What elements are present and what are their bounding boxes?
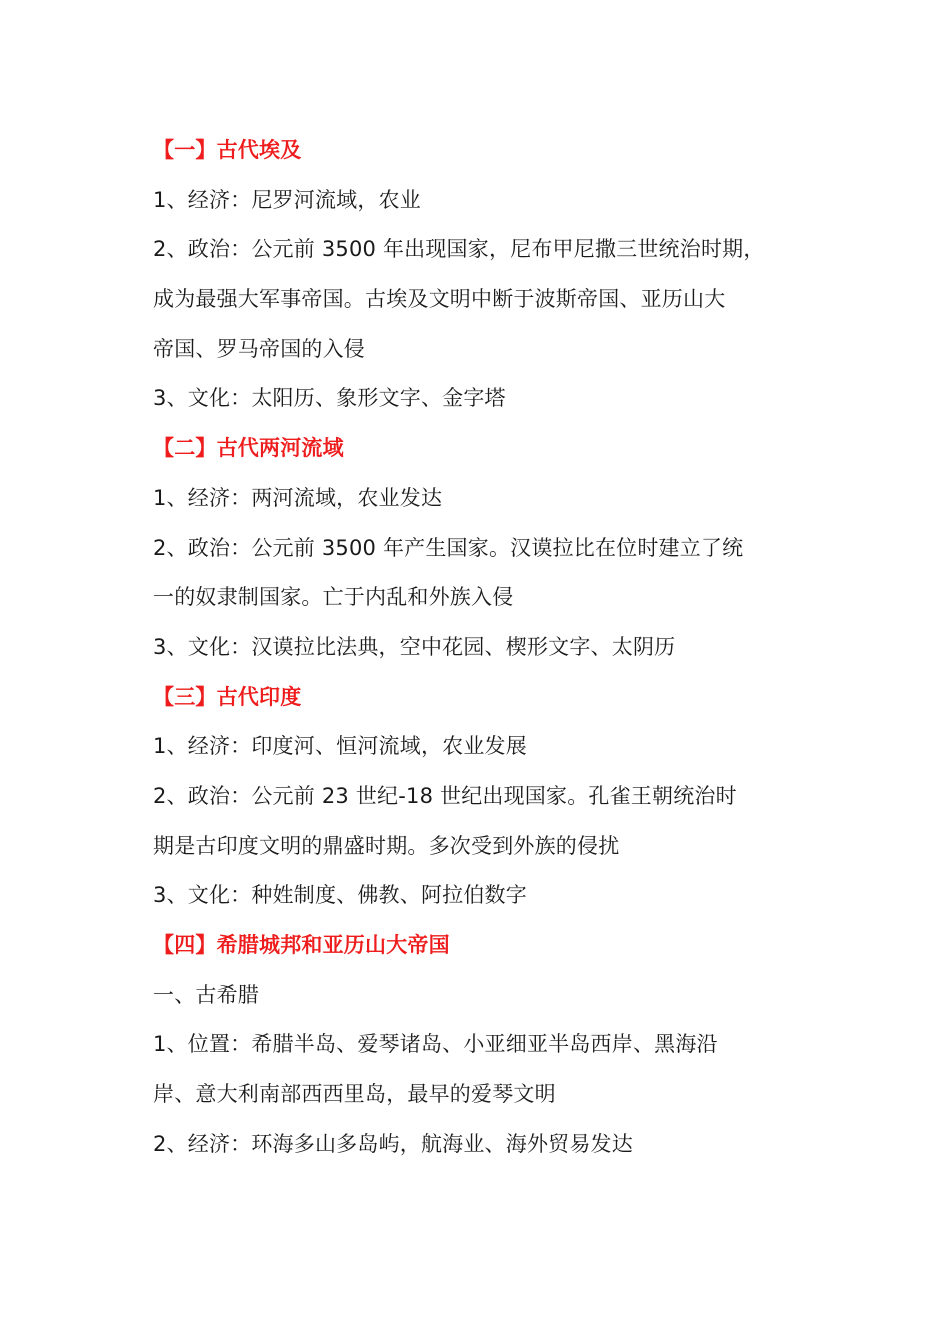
paragraph-line: 1、位置：希腊半岛、爱琴诸岛、小亚细亚半岛西岸、黑海沿 (153, 1032, 718, 1057)
paragraph-line: 1、经济：印度河、恒河流域，农业发展 (153, 734, 527, 759)
paragraph-line: 3、文化：种姓制度、佛教、阿拉伯数字 (153, 883, 527, 908)
paragraph-line: 3、文化：太阳历、象形文字、金字塔 (153, 386, 506, 411)
section-heading-india: 【三】古代印度 (153, 684, 302, 709)
paragraph-line: 期是古印度文明的鼎盛时期。多次受到外族的侵扰 (153, 833, 620, 858)
paragraph-line: 1、经济：尼罗河流域，农业 (153, 187, 421, 212)
paragraph-line: 2、经济：环海多山多岛屿，航海业、海外贸易发达 (153, 1131, 633, 1156)
section-heading-greece: 【四】希腊城邦和亚历山大帝国 (153, 933, 450, 957)
paragraph-line: 一、古希腊 (153, 982, 259, 1007)
paragraph-line: 3、文化：汉谟拉比法典，空中花园、楔形文字、太阴历 (153, 634, 676, 659)
paragraph-line: 帝国、罗马帝国的入侵 (153, 336, 365, 361)
section-heading-egypt: 【一】古代埃及 (153, 138, 302, 162)
paragraph-line: 2、政治：公元前 3500 年出现国家，尼布甲尼撒三世统治时期， (153, 237, 765, 262)
section-heading-mesopotamia: 【二】古代两河流域 (153, 436, 344, 461)
paragraph-line: 2、政治：公元前 3500 年产生国家。汉谟拉比在位时建立了统 (153, 535, 744, 560)
paragraph-line: 2、政治：公元前 23 世纪-18 世纪出现国家。孔雀王朝统治时 (153, 783, 737, 808)
paragraph-line: 岸、意大利南部西西里岛，最早的爱琴文明 (153, 1082, 556, 1107)
paragraph-line: 成为最强大军事帝国。古埃及文明中断于波斯帝国、亚历山大 (153, 287, 726, 312)
document-body (153, 126, 813, 1169)
paragraph-line: 一的奴隶制国家。亡于内乱和外族入侵 (153, 585, 514, 610)
paragraph-line: 1、经济：两河流域，农业发达 (153, 485, 443, 510)
